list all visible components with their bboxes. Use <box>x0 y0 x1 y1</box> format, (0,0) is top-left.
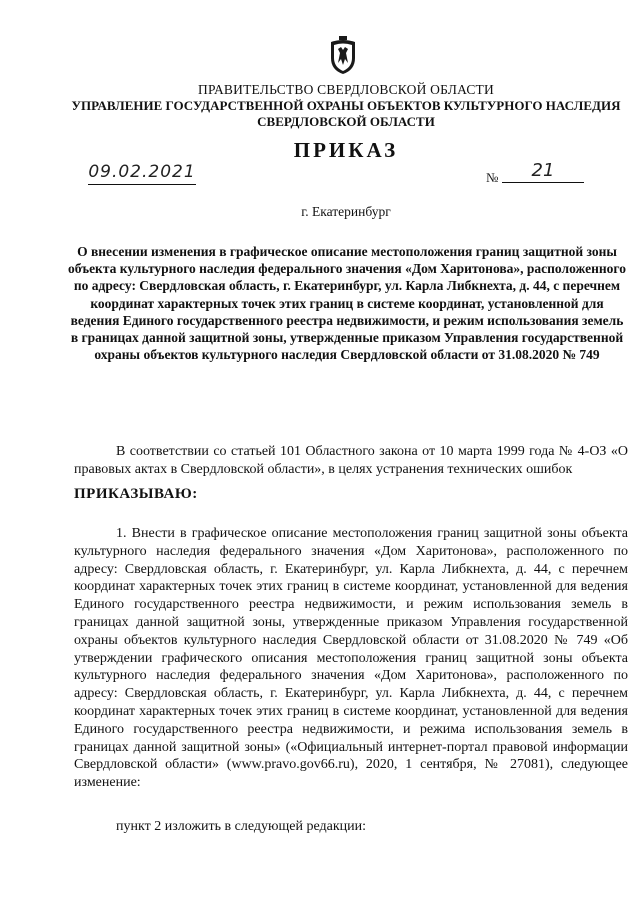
department-name: УПРАВЛЕНИЕ ГОСУДАРСТВЕННОЙ ОХРАНЫ ОБЪЕКТОВ КУЛЬТУРНОГО НАСЛЕДИЯ СВЕРДЛОВСКОЙ ОБЛАСТИ <box>71 98 621 129</box>
document-type-title: ПРИКАЗ <box>293 138 399 162</box>
preamble-paragraph: В соответствии со статьей 101 Областного закона от 10 марта 1999 года № 4-ОЗ «О правовых актах в Свердловской области», в целях устранения технических ошибок <box>74 444 628 477</box>
city-line: г. Екатеринбург <box>301 203 391 219</box>
order-subject: О внесении изменения в графическое описание местоположения границ защитной зоны объекта культурного наследия федерального значения «Дом Харитонова», расположенного по адресу: Свердловская область, г. Екатеринбург, ул. Карла Либкнехта, д. 44, с перечнем координат характерных точек этих границ в системе координат, установленной для ведения Единого государственного реестра недвижимости, и режим использования земель в границах данной защитной зоны, утвержденные приказом Управления государственной охраны объектов культурного наследия Свердловской области от 31.08.2020 № 749 <box>68 244 626 363</box>
clause-1-paragraph: 1. Внести в графическое описание местоположения границ защитной зоны объекта культурного наследия федерального значения «Дом Харитонова», расположенного по адресу: Свердловская область, г. Екатеринбург, ул. Карла Либкнехта, д. 44, с перечнем координат характерных точек этих границ в системе координат, установленной для ведения Единого государственного реестра недвижимости, и режим использования земель в границах данной защитной зоны, утвержденные приказом Управления государственной охраны объектов культурного наследия Свердловской области от 31.08.2020 № 749 «Об утверждении графического описания местоположения границ защитной зоны объекта культурного наследия федерального значения «Дом Харитонова», расположенного по адресу: Свердловская область, г. Екатеринбург, ул. Карла Либкнехта, д. 44, с перечнем координат характерных точек этих границ в системе координат, установленной для ведения Единого государственного реестра недвижимости, и режима использования земель в границах данной защитной зоны» («Официальный интернет-портал правовой информации Свердловской области» (www.pravo.gov66.ru), 2020, 1 сентября, № 27081), следующее изменение: <box>74 526 628 791</box>
order-keyword: ПРИКАЗЫВАЮ: <box>74 486 198 502</box>
order-date: 09.02.2021 <box>88 162 196 185</box>
clause-1-sub-text: пункт 2 изложить в следующей редакции: <box>116 819 366 834</box>
order-number: 21 <box>502 160 584 183</box>
number-label: № <box>486 170 499 185</box>
government-name: ПРАВИТЕЛЬСТВО СВЕРДЛОВСКОЙ ОБЛАСТИ <box>198 82 494 97</box>
coat-of-arms-icon <box>328 36 358 76</box>
clause-1-subparagraph <box>74 818 628 836</box>
